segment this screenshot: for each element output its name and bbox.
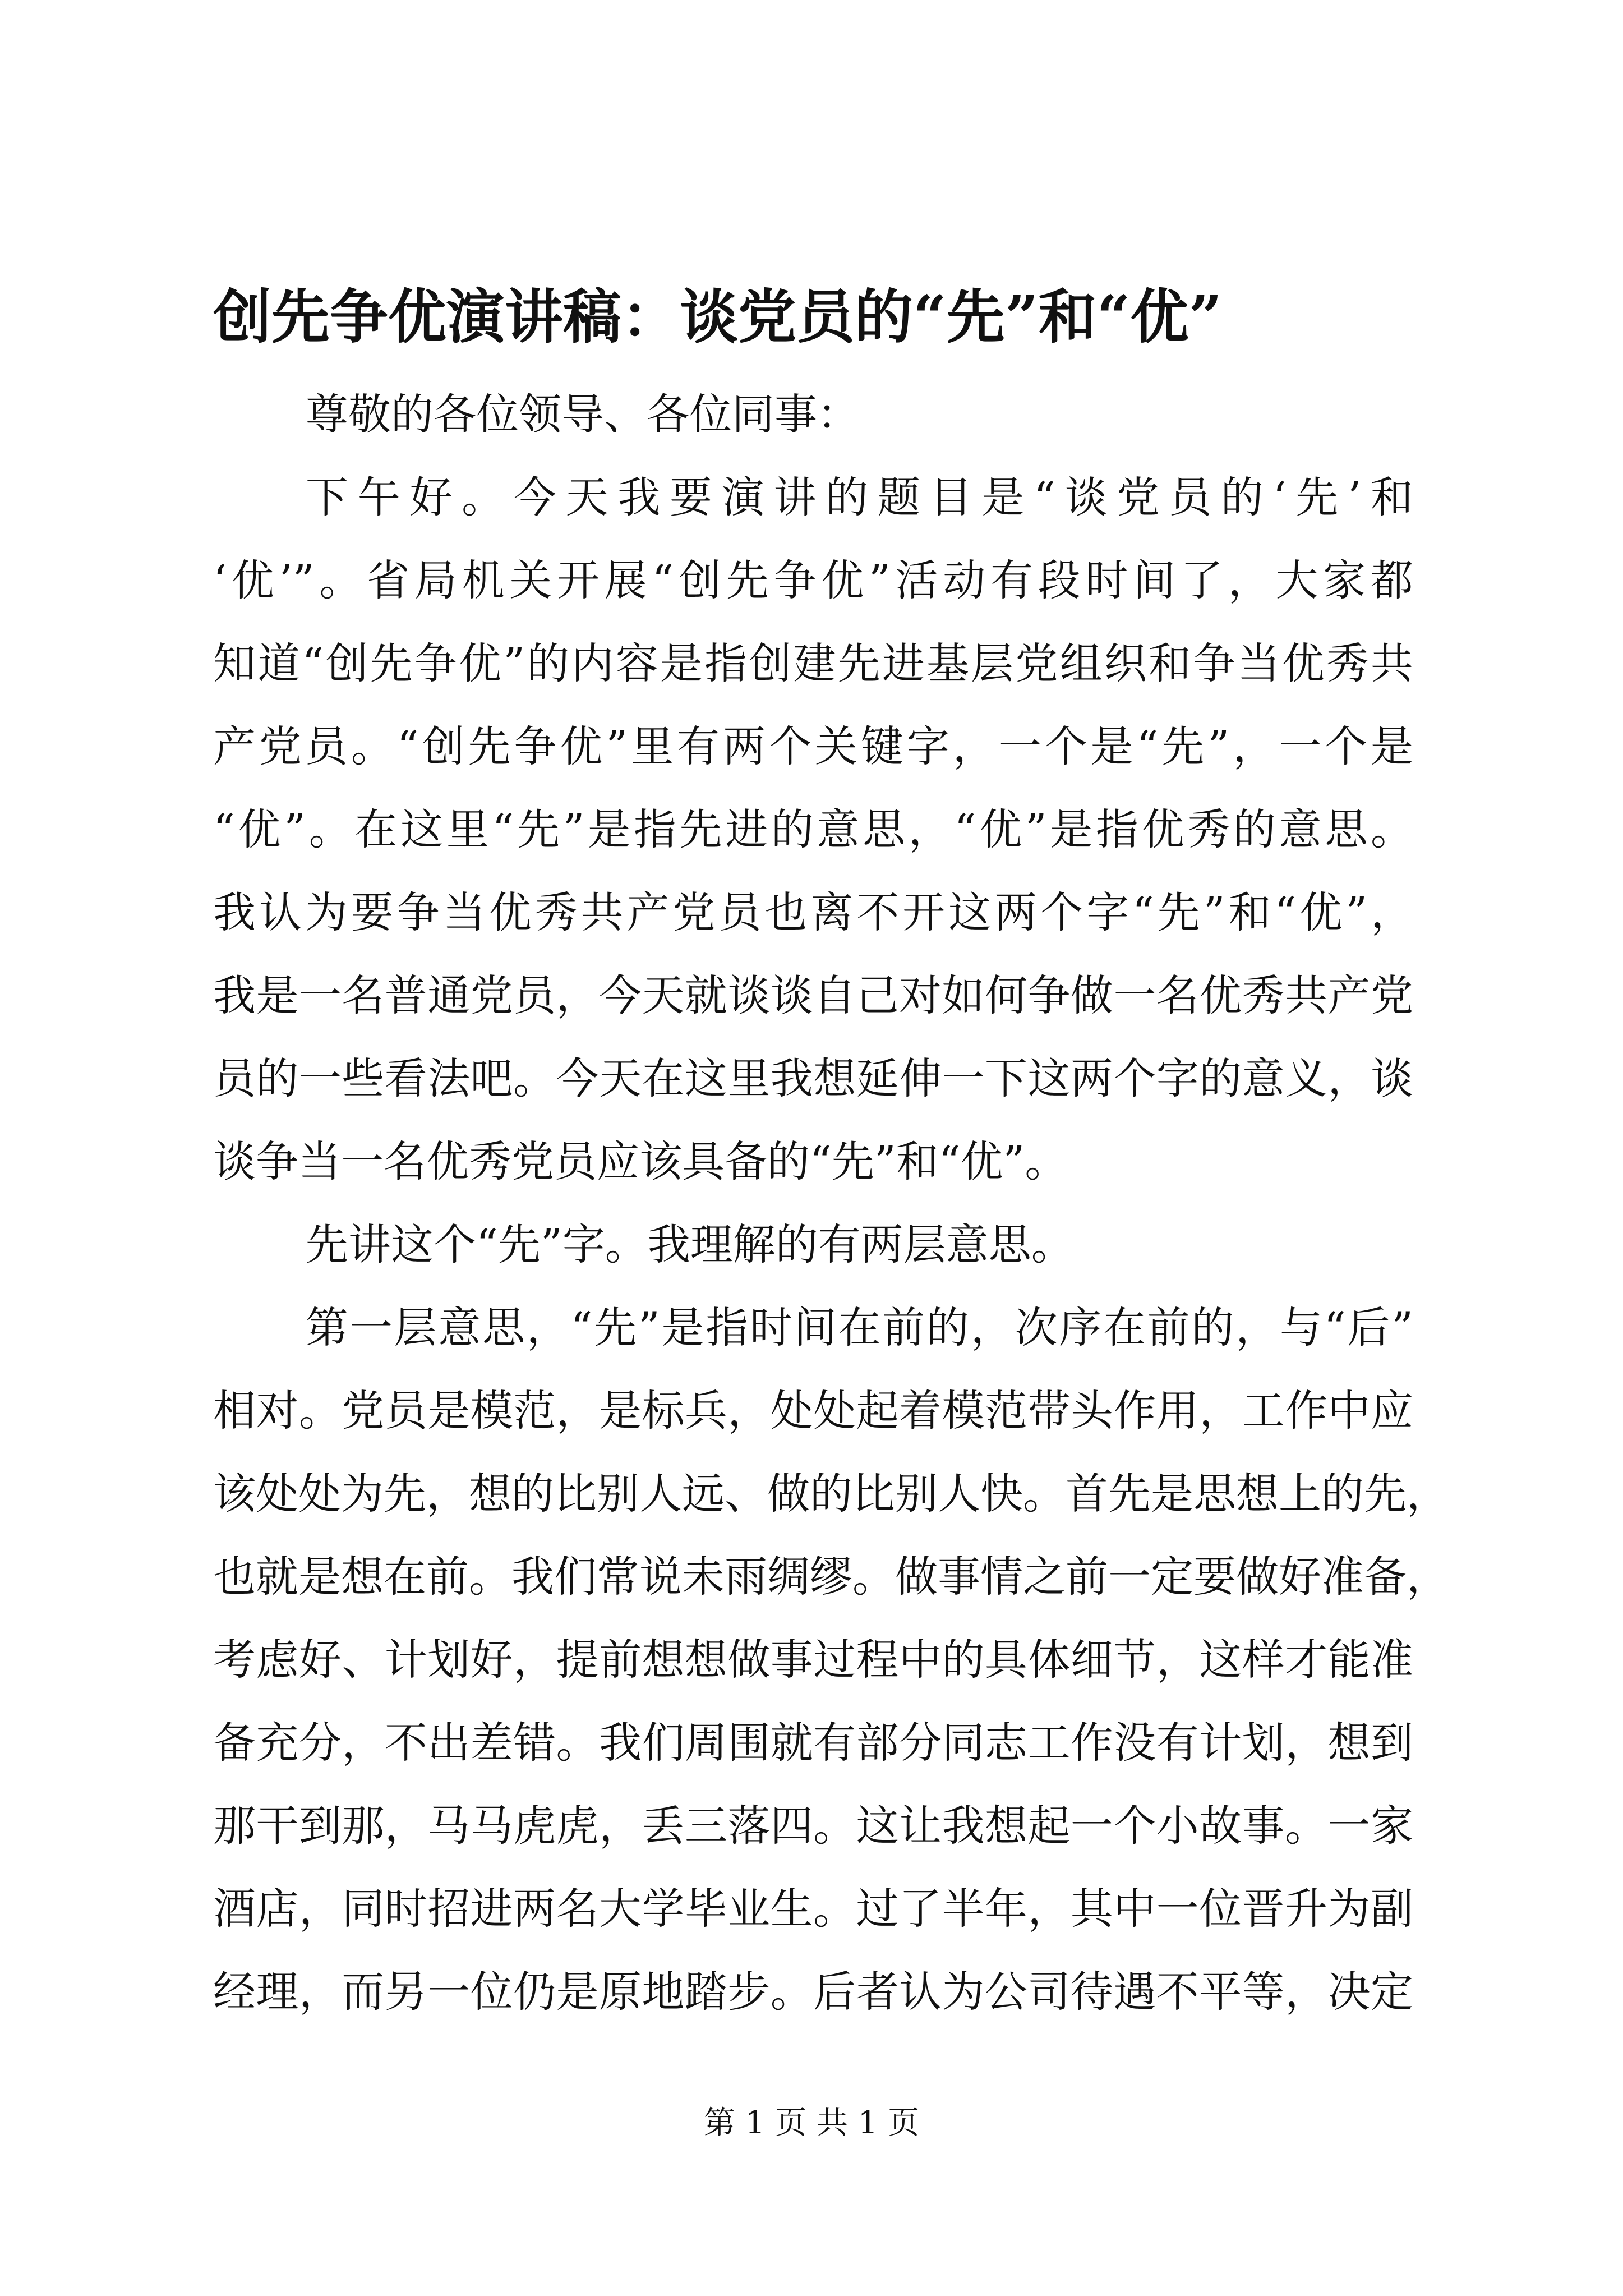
body-line: 我认为要争当优秀共产党员也离不开这两个字“先”和“优”， bbox=[213, 887, 1413, 937]
body-line: 我是一名普通党员，今天就谈谈自己对如何争做一名优秀共产党 bbox=[213, 970, 1413, 1020]
document-title: 创先争优演讲稿：谈党员的“先”和“优” bbox=[213, 282, 1223, 351]
body-line: 产党员。“创先争优”里有两个关键字，一个是“先”，一个是 bbox=[213, 721, 1413, 771]
body-line: 考虑好、计划好，提前想想做事过程中的具体细节，这样才能准 bbox=[213, 1635, 1413, 1685]
body-line: 那干到那，马马虎虎，丢三落四。这让我想起一个小故事。一家 bbox=[213, 1801, 1413, 1851]
body-line: “优”。在这里“先”是指先进的意思，“优”是指优秀的意思。 bbox=[213, 804, 1413, 854]
page-footer: 第 1 页 共 1 页 bbox=[703, 2105, 920, 2141]
body-line: 谈争当一名优秀党员应该具备的“先”和“优”。 bbox=[213, 1137, 1068, 1186]
body-line: 员的一些看法吧。今天在这里我想延伸一下这两个字的意义，谈 bbox=[213, 1053, 1413, 1103]
body-line: 下午好。今天我要演讲的题目是“谈党员的‘先’和 bbox=[306, 472, 1413, 522]
body-line: 备充分，不出差错。我们周围就有部分同志工作没有计划，想到 bbox=[213, 1718, 1413, 1768]
body-line: 尊敬的各位领导、各位同事： bbox=[306, 389, 860, 439]
body-line: 第一层意思，“先”是指时间在前的，次序在前的，与“后” bbox=[306, 1303, 1413, 1352]
body-line: 经理，而另一位仍是原地踏步。后者认为公司待遇不平等，决定 bbox=[213, 1967, 1413, 2017]
body-line: 知道“创先争优”的内容是指创建先进基层党组织和争当优秀共 bbox=[213, 638, 1413, 688]
body-line: ‘优’”。省局机关开展“创先争优”活动有段时间了，大家都 bbox=[213, 555, 1413, 605]
document-body bbox=[213, 373, 1449, 2033]
body-line: 先讲这个“先”字。我理解的有两层意思。 bbox=[306, 1220, 1074, 1269]
body-line: 酒店，同时招进两名大学毕业生。过了半年，其中一位晋升为副 bbox=[213, 1884, 1413, 1934]
body-line: 该处处为先，想的比别人远、做的比别人快。首先是思想上的先， bbox=[213, 1469, 1449, 1519]
body-line: 也就是想在前。我们常说未雨绸缪。做事情之前一定要做好准备， bbox=[213, 1552, 1449, 1602]
body-line: 相对。党员是模范，是标兵，处处起着模范带头作用，工作中应 bbox=[213, 1386, 1413, 1435]
